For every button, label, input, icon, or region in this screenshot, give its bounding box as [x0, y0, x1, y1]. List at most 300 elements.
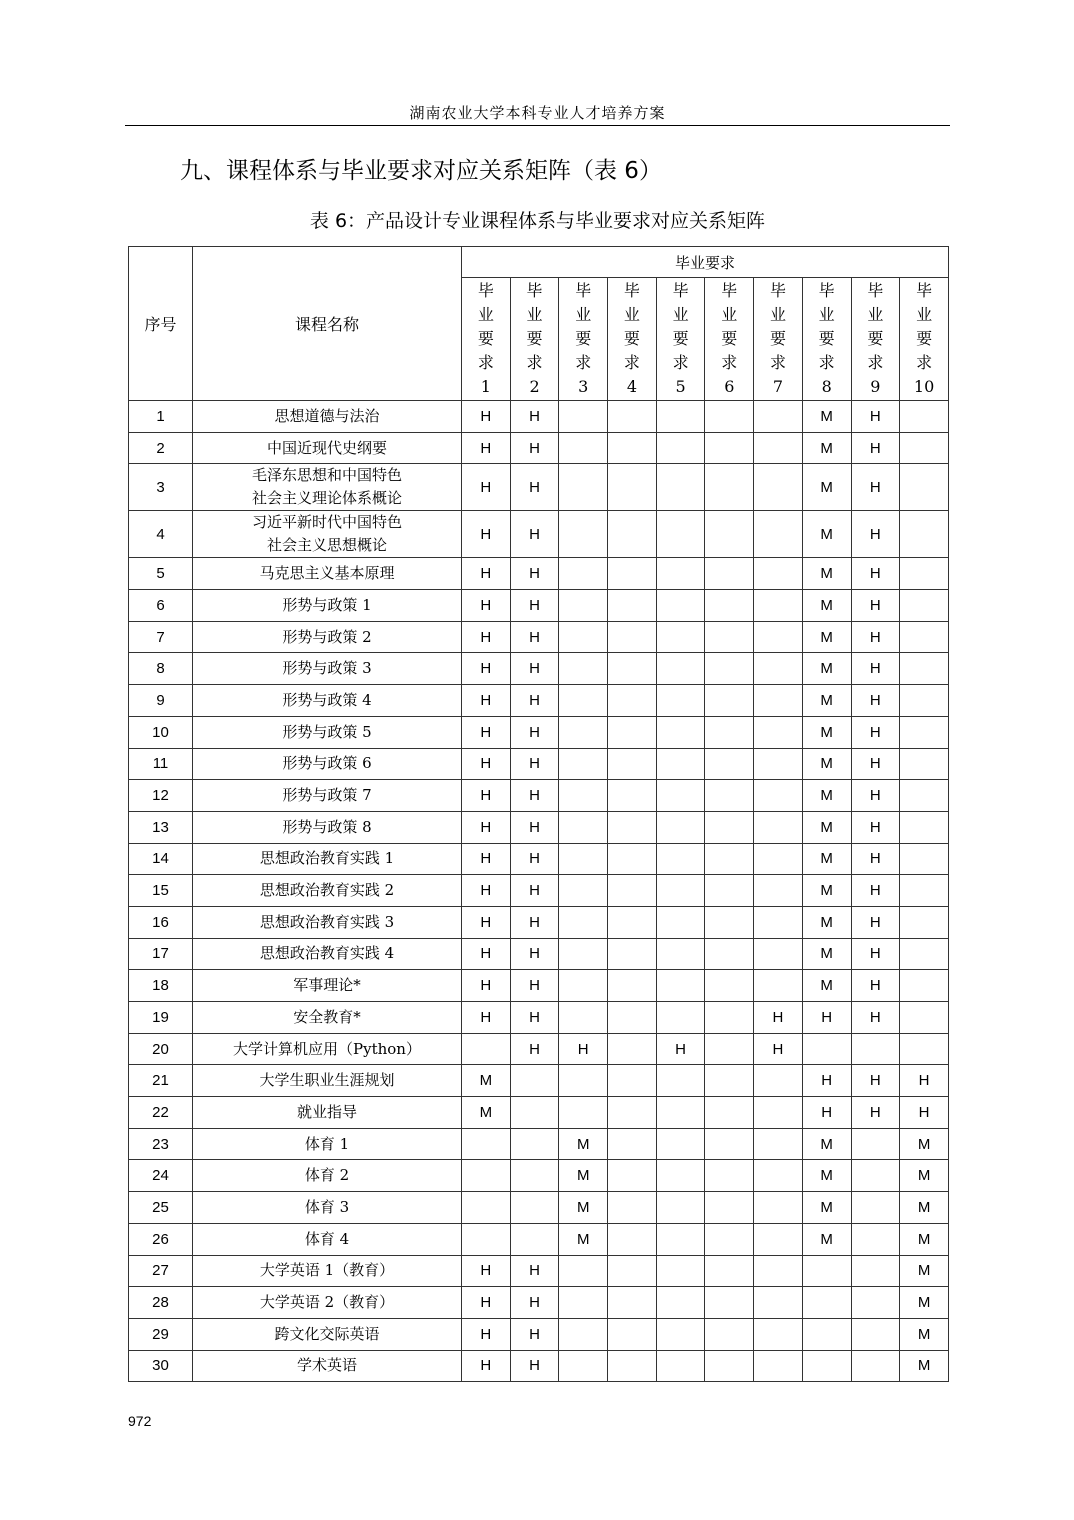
requirement-mark-6 [705, 748, 754, 780]
requirement-mark-4 [608, 1255, 657, 1287]
table-row [129, 1350, 949, 1382]
table-row [129, 843, 949, 875]
requirement-header-char: 要 [526, 329, 543, 348]
requirement-mark-3 [559, 1065, 608, 1097]
requirement-mark-6 [705, 811, 754, 843]
requirement-mark-4 [608, 875, 657, 907]
requirement-mark-10: M [900, 1350, 949, 1382]
row-seq: 5 [129, 558, 193, 590]
requirement-mark-7 [754, 1097, 803, 1129]
requirement-header-char: 业 [916, 305, 933, 324]
requirement-mark-1: H [462, 1002, 511, 1034]
row-seq: 18 [129, 970, 193, 1002]
requirement-mark-5 [656, 1255, 705, 1287]
requirement-mark-1: H [462, 511, 511, 558]
requirement-mark-10 [900, 843, 949, 875]
requirement-mark-3: M [559, 1160, 608, 1192]
requirement-header-char: 毕 [477, 281, 494, 300]
requirement-mark-8: M [802, 906, 851, 938]
requirement-mark-1: H [462, 401, 511, 433]
requirement-mark-4 [608, 1350, 657, 1382]
requirement-header-char: 毕 [672, 281, 689, 300]
requirement-mark-7 [754, 621, 803, 653]
requirement-mark-1 [462, 1223, 511, 1255]
requirement-mark-4 [608, 906, 657, 938]
requirement-mark-4 [608, 401, 657, 433]
requirement-mark-10 [900, 558, 949, 590]
requirement-mark-6 [705, 938, 754, 970]
requirement-header-char: 求 [916, 353, 933, 372]
requirement-mark-5 [656, 1160, 705, 1192]
row-seq: 26 [129, 1223, 193, 1255]
requirement-mark-5 [656, 1128, 705, 1160]
requirement-mark-1 [462, 1160, 511, 1192]
requirement-mark-3 [559, 906, 608, 938]
course-name-line: 思想政治教育实践 4 [259, 944, 395, 963]
requirement-mark-8: M [802, 875, 851, 907]
course-name-line: 就业指导 [296, 1102, 357, 1121]
requirement-mark-1: H [462, 1287, 511, 1319]
row-seq: 13 [129, 811, 193, 843]
requirement-mark-5 [656, 1065, 705, 1097]
requirement-mark-5 [656, 432, 705, 464]
requirement-mark-10: M [900, 1128, 949, 1160]
requirement-mark-7 [754, 1287, 803, 1319]
row-course-name [193, 1002, 462, 1034]
requirement-mark-2 [510, 1223, 559, 1255]
requirement-header-char: 毕 [575, 281, 592, 300]
requirement-mark-2 [510, 1192, 559, 1224]
requirement-mark-7 [754, 1065, 803, 1097]
requirement-mark-5 [656, 1002, 705, 1034]
requirement-mark-9: H [851, 811, 900, 843]
requirement-mark-9: H [851, 653, 900, 685]
requirement-mark-6 [705, 685, 754, 717]
requirement-mark-8: M [802, 970, 851, 1002]
row-seq: 6 [129, 590, 193, 622]
requirement-mark-9: H [851, 511, 900, 558]
row-seq: 16 [129, 906, 193, 938]
requirement-mark-1: H [462, 780, 511, 812]
requirement-mark-3 [559, 464, 608, 511]
requirement-mark-4 [608, 464, 657, 511]
requirement-mark-2: H [510, 843, 559, 875]
requirement-mark-1: H [462, 843, 511, 875]
requirement-header-char: 求 [769, 353, 786, 372]
requirement-header-char: 求 [526, 353, 543, 372]
row-course-name [193, 875, 462, 907]
requirement-mark-6 [705, 1097, 754, 1129]
row-seq: 4 [129, 511, 193, 558]
requirement-mark-9: H [851, 938, 900, 970]
table-row [129, 1033, 949, 1065]
requirement-header-char: 毕 [867, 281, 884, 300]
requirement-mark-2: H [510, 1318, 559, 1350]
requirement-mark-7 [754, 1318, 803, 1350]
row-seq: 1 [129, 401, 193, 433]
requirement-mark-3 [559, 1287, 608, 1319]
requirement-mark-10 [900, 685, 949, 717]
requirement-mark-10 [900, 464, 949, 511]
requirement-mark-9: H [851, 464, 900, 511]
requirement-mark-5 [656, 780, 705, 812]
requirement-mark-8: M [802, 1160, 851, 1192]
requirement-mark-8 [802, 1350, 851, 1382]
requirement-header-number: 7 [772, 377, 784, 396]
course-name-line: 军事理论* [293, 976, 361, 995]
requirement-mark-7 [754, 1255, 803, 1287]
requirement-header-char: 业 [769, 305, 786, 324]
requirement-mark-7 [754, 464, 803, 511]
requirement-mark-8: M [802, 653, 851, 685]
requirement-mark-9: H [851, 1002, 900, 1034]
requirement-mark-5 [656, 401, 705, 433]
requirement-mark-4 [608, 748, 657, 780]
requirement-mark-9 [851, 1192, 900, 1224]
requirement-header-char: 求 [721, 353, 738, 372]
requirement-mark-2: H [510, 970, 559, 1002]
page-number: 972 [128, 1413, 152, 1429]
requirement-mark-8: M [802, 432, 851, 464]
row-course-name [193, 432, 462, 464]
requirement-mark-9: H [851, 558, 900, 590]
row-course-name [193, 748, 462, 780]
requirement-mark-3 [559, 511, 608, 558]
requirement-mark-6 [705, 1192, 754, 1224]
requirement-mark-6 [705, 1033, 754, 1065]
row-course-name [193, 558, 462, 590]
requirement-mark-8: M [802, 780, 851, 812]
requirement-mark-9: H [851, 875, 900, 907]
requirement-mark-6 [705, 1128, 754, 1160]
requirement-header-char: 业 [672, 305, 689, 324]
requirement-mark-5 [656, 1318, 705, 1350]
requirement-header-char: 毕 [916, 281, 933, 300]
requirement-mark-3 [559, 401, 608, 433]
col-header-group: 毕业要求 [462, 247, 949, 278]
requirement-mark-1: H [462, 685, 511, 717]
requirement-mark-3 [559, 590, 608, 622]
requirement-mark-8: M [802, 1192, 851, 1224]
row-course-name [193, 1223, 462, 1255]
requirement-mark-10: H [900, 1065, 949, 1097]
row-course-name [193, 843, 462, 875]
requirement-mark-9 [851, 1350, 900, 1382]
requirement-mark-7 [754, 938, 803, 970]
requirement-mark-9: H [851, 843, 900, 875]
table-row [129, 875, 949, 907]
requirement-header-char: 求 [477, 353, 494, 372]
table-row [129, 748, 949, 780]
requirement-mark-6 [705, 401, 754, 433]
requirement-mark-4 [608, 1033, 657, 1065]
requirement-mark-4 [608, 843, 657, 875]
requirement-mark-1: M [462, 1065, 511, 1097]
requirement-mark-6 [705, 464, 754, 511]
requirement-mark-1: H [462, 1318, 511, 1350]
requirement-mark-10 [900, 590, 949, 622]
requirement-mark-5 [656, 685, 705, 717]
requirement-mark-1: H [462, 464, 511, 511]
table-row [129, 464, 949, 511]
requirement-mark-2: H [510, 1287, 559, 1319]
row-course-name [193, 1033, 462, 1065]
table-row [129, 1223, 949, 1255]
course-name-line: 形势与政策 5 [282, 722, 372, 741]
course-name-line: 社会主义理论体系概论 [251, 489, 402, 508]
requirement-mark-9: H [851, 716, 900, 748]
requirement-mark-7 [754, 716, 803, 748]
row-seq: 10 [129, 716, 193, 748]
requirement-mark-10 [900, 432, 949, 464]
row-course-name [193, 716, 462, 748]
course-name-line: 毛泽东思想和中国特色 [251, 466, 402, 485]
requirement-mark-3 [559, 653, 608, 685]
course-name-line: 大学生职业生涯规划 [259, 1071, 395, 1090]
requirement-mark-8: H [802, 1002, 851, 1034]
requirement-header-char: 求 [818, 353, 835, 372]
course-name-line: 思想政治教育实践 3 [259, 912, 395, 931]
requirement-mark-5 [656, 464, 705, 511]
requirement-mark-2: H [510, 621, 559, 653]
requirement-mark-7 [754, 1160, 803, 1192]
requirement-mark-10 [900, 780, 949, 812]
requirement-mark-8: M [802, 590, 851, 622]
row-course-name [193, 1318, 462, 1350]
requirement-mark-3 [559, 1255, 608, 1287]
requirement-mark-8: M [802, 621, 851, 653]
table-row [129, 716, 949, 748]
requirement-mark-5 [656, 1192, 705, 1224]
requirement-mark-2: H [510, 1033, 559, 1065]
requirement-header-char: 要 [721, 329, 738, 348]
requirement-mark-4 [608, 511, 657, 558]
row-course-name [193, 685, 462, 717]
requirement-header-char: 毕 [526, 281, 543, 300]
row-seq: 24 [129, 1160, 193, 1192]
col-header-course: 课程名称 [193, 247, 462, 401]
requirement-mark-4 [608, 970, 657, 1002]
requirement-mark-2 [510, 1097, 559, 1129]
requirement-mark-2: H [510, 511, 559, 558]
table-row [129, 938, 949, 970]
course-name-line: 中国近现代史纲要 [266, 438, 387, 457]
requirement-mark-8: H [802, 1065, 851, 1097]
table-row [129, 511, 949, 558]
requirement-header-char: 求 [575, 353, 592, 372]
row-course-name [193, 1255, 462, 1287]
table-row [129, 653, 949, 685]
row-course-name [193, 511, 462, 558]
requirement-mark-5 [656, 843, 705, 875]
requirement-mark-10 [900, 1002, 949, 1034]
requirement-mark-8 [802, 1255, 851, 1287]
requirement-mark-7 [754, 1128, 803, 1160]
requirement-mark-1: H [462, 653, 511, 685]
requirement-mark-2: H [510, 906, 559, 938]
table-row [129, 1255, 949, 1287]
table-row [129, 970, 949, 1002]
requirement-mark-6 [705, 653, 754, 685]
requirement-mark-5 [656, 748, 705, 780]
requirement-mark-4 [608, 780, 657, 812]
requirement-mark-10: M [900, 1192, 949, 1224]
table-row [129, 1160, 949, 1192]
requirement-mark-1: H [462, 621, 511, 653]
requirement-mark-3: H [559, 1033, 608, 1065]
requirement-mark-10 [900, 748, 949, 780]
requirement-header-char: 毕 [769, 281, 786, 300]
requirement-mark-2: H [510, 748, 559, 780]
requirement-mark-3: M [559, 1192, 608, 1224]
requirement-header-number: 1 [480, 377, 491, 396]
row-seq: 2 [129, 432, 193, 464]
header-rule [125, 125, 950, 126]
requirement-header-char: 业 [818, 305, 835, 324]
requirement-mark-4 [608, 590, 657, 622]
requirement-header-char: 要 [477, 329, 494, 348]
requirement-mark-10: M [900, 1287, 949, 1319]
requirement-mark-5 [656, 716, 705, 748]
row-seq: 21 [129, 1065, 193, 1097]
requirement-mark-8: M [802, 558, 851, 590]
requirement-mark-4 [608, 811, 657, 843]
requirement-mark-2: H [510, 464, 559, 511]
requirement-mark-7 [754, 811, 803, 843]
requirement-mark-3 [559, 970, 608, 1002]
requirement-mark-3 [559, 1097, 608, 1129]
requirement-mark-6 [705, 875, 754, 907]
row-seq: 27 [129, 1255, 193, 1287]
requirement-header-number: 5 [675, 377, 686, 396]
requirement-mark-6 [705, 1318, 754, 1350]
requirement-mark-4 [608, 432, 657, 464]
requirement-mark-10 [900, 716, 949, 748]
requirement-mark-7 [754, 401, 803, 433]
requirement-mark-2: H [510, 780, 559, 812]
row-seq: 9 [129, 685, 193, 717]
requirement-mark-7: H [754, 1002, 803, 1034]
requirement-header-char: 要 [867, 329, 884, 348]
requirement-mark-1: M [462, 1097, 511, 1129]
requirement-mark-3: M [559, 1128, 608, 1160]
requirement-header-char: 求 [623, 353, 640, 372]
table-caption: 表 6：产品设计专业课程体系与毕业要求对应关系矩阵 [309, 210, 766, 232]
requirement-mark-4 [608, 716, 657, 748]
requirement-header-number: 6 [724, 377, 735, 396]
requirement-mark-5 [656, 938, 705, 970]
table-row [129, 1192, 949, 1224]
requirement-mark-9: H [851, 1097, 900, 1129]
requirement-mark-2: H [510, 716, 559, 748]
requirement-mark-2 [510, 1160, 559, 1192]
requirement-mark-1: H [462, 558, 511, 590]
requirement-mark-5 [656, 511, 705, 558]
requirement-header-char: 业 [477, 305, 494, 324]
requirement-mark-7 [754, 970, 803, 1002]
row-seq: 7 [129, 621, 193, 653]
requirement-mark-9: H [851, 748, 900, 780]
requirement-header-number: 10 [913, 377, 935, 396]
requirement-mark-6 [705, 590, 754, 622]
requirement-mark-10 [900, 511, 949, 558]
requirement-mark-3 [559, 1002, 608, 1034]
requirement-mark-1: H [462, 811, 511, 843]
course-name-line: 形势与政策 1 [282, 595, 372, 614]
requirement-mark-10 [900, 1033, 949, 1065]
requirement-mark-2: H [510, 938, 559, 970]
requirement-mark-5 [656, 590, 705, 622]
table-row [129, 780, 949, 812]
requirement-header-number: 3 [578, 377, 589, 396]
requirement-mark-10 [900, 653, 949, 685]
requirement-mark-3 [559, 748, 608, 780]
requirement-mark-1: H [462, 432, 511, 464]
table-row [129, 1318, 949, 1350]
requirement-mark-9 [851, 1255, 900, 1287]
row-seq: 25 [129, 1192, 193, 1224]
requirement-mark-8: M [802, 685, 851, 717]
row-seq: 28 [129, 1287, 193, 1319]
requirement-mark-10: M [900, 1223, 949, 1255]
requirement-mark-2: H [510, 1350, 559, 1382]
requirement-mark-4 [608, 1192, 657, 1224]
requirement-mark-6 [705, 1287, 754, 1319]
requirement-mark-7 [754, 875, 803, 907]
requirement-mark-7 [754, 1192, 803, 1224]
requirement-mark-1: H [462, 1350, 511, 1382]
requirement-mark-9: H [851, 780, 900, 812]
requirement-mark-9 [851, 1033, 900, 1065]
requirement-mark-3 [559, 938, 608, 970]
requirement-header-number: 8 [821, 377, 832, 396]
requirement-mark-5 [656, 1097, 705, 1129]
requirement-mark-8: M [802, 511, 851, 558]
requirement-mark-9: H [851, 401, 900, 433]
requirement-mark-1 [462, 1128, 511, 1160]
requirement-mark-6 [705, 1065, 754, 1097]
row-seq: 8 [129, 653, 193, 685]
requirement-mark-8: M [802, 401, 851, 433]
requirement-header-number: 4 [626, 377, 637, 396]
requirement-mark-9: H [851, 685, 900, 717]
requirement-mark-5 [656, 970, 705, 1002]
requirement-mark-7 [754, 432, 803, 464]
requirement-mark-7 [754, 590, 803, 622]
row-seq: 17 [129, 938, 193, 970]
row-course-name [193, 970, 462, 1002]
requirement-mark-4 [608, 1128, 657, 1160]
requirement-header-9 [851, 278, 900, 401]
row-course-name [193, 464, 462, 511]
requirement-mark-3 [559, 780, 608, 812]
requirement-mark-8: M [802, 843, 851, 875]
requirement-mark-2: H [510, 432, 559, 464]
requirement-mark-7: H [754, 1033, 803, 1065]
requirement-header-char: 求 [867, 353, 884, 372]
row-seq: 20 [129, 1033, 193, 1065]
row-course-name [193, 906, 462, 938]
requirement-header-char: 求 [672, 353, 689, 372]
requirement-header-char: 要 [623, 329, 640, 348]
requirement-mark-10: H [900, 1097, 949, 1129]
table-row [129, 685, 949, 717]
requirement-mark-6 [705, 780, 754, 812]
requirement-mark-8: M [802, 811, 851, 843]
requirement-mark-3 [559, 685, 608, 717]
requirement-mark-7 [754, 653, 803, 685]
row-course-name [193, 1097, 462, 1129]
